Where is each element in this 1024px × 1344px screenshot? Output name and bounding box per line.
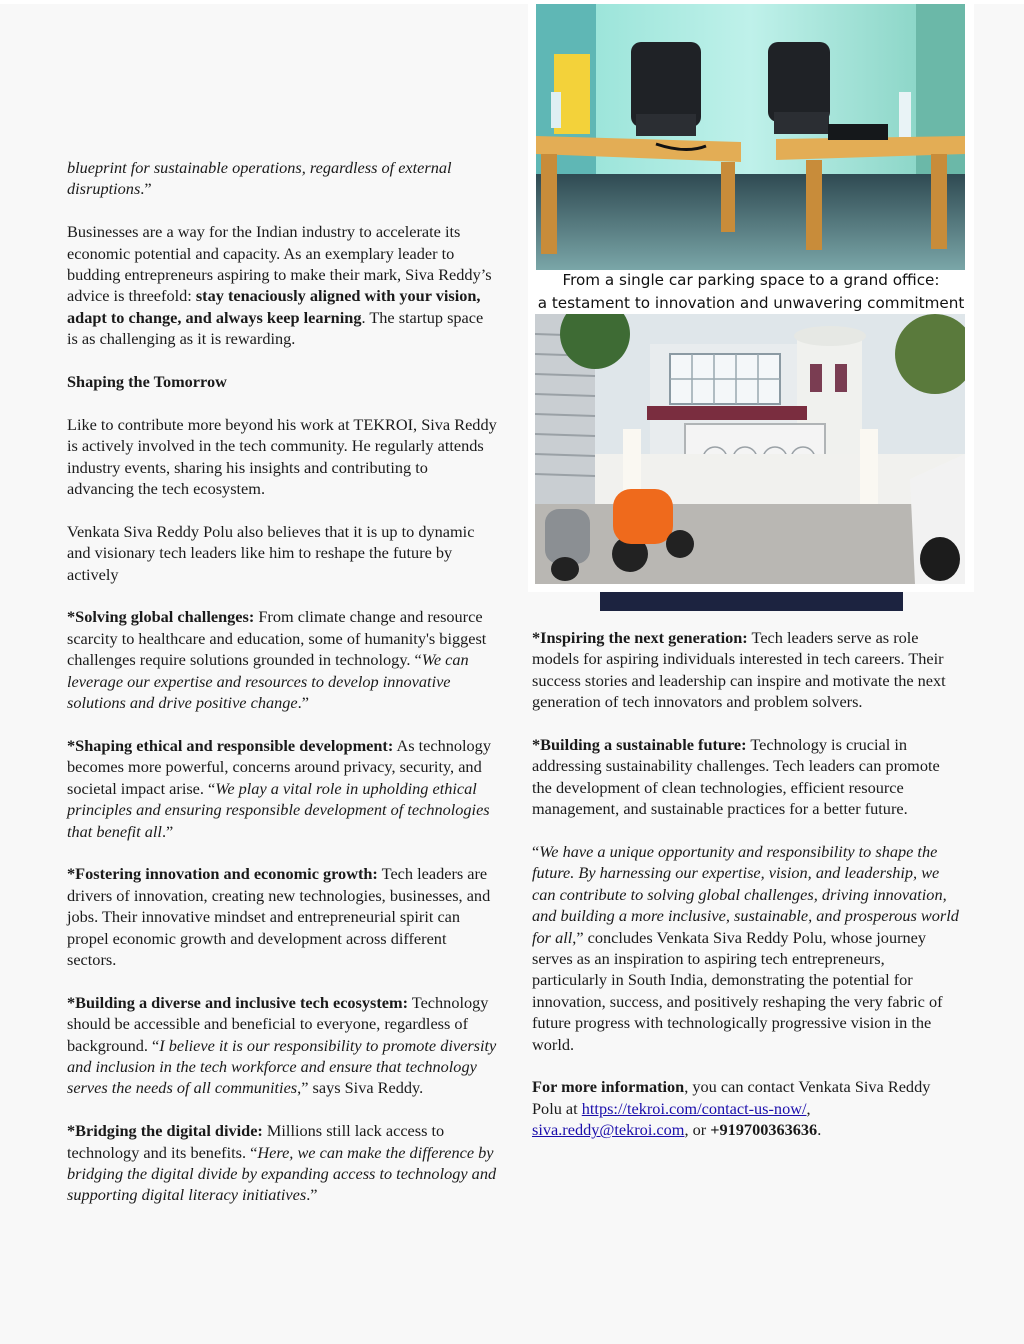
list-item-sustainable-future: *Building a sustainable future: Technology is crucial in addressing sustainability challenges. Tech leaders can promote the development of clean technologies, efficient resource management, and sustainable practices for a better future. — [532, 735, 940, 819]
building-photo — [535, 314, 965, 584]
contact-phone: +919700363636 — [710, 1120, 818, 1140]
contact-info: For more information, you can contact Venkata Siva Reddy Polu at https://tekroi.com/contact-us-now/, siva.reddy@tekroi.com, or +919700363636. — [532, 1077, 931, 1140]
closing-quote: “We have a unique opportunity and responsibility to shape the future. By harnessing our expertise, vision, and leadership, we can contribute to solving global challenges, driving innovation, and building a more inclusive, sustainable, and prosperous world for all,” concludes Venkata Siva Reddy Polu, whose journey serves as an inspiration to aspiring tech entrepreneurs, particularly in South India, demonstrating the potential for innovation, success, and positively reshaping the very fabric of future progress with technologically progressive vision in the world. — [532, 842, 959, 1054]
photo-caption — [528, 269, 974, 315]
caption-line-2: a testament to innovation and unwavering commitment — [537, 294, 965, 312]
list-item-next-generation: *Inspiring the next generation: Tech leaders serve as role models for aspiring individuals interested in tech careers. Their success stories and leadership can inspire and motivate the next generation of tech innovators and problem solvers. — [532, 628, 946, 712]
contact-url-link[interactable]: https://tekroi.com/contact-us-now/ — [581, 1098, 807, 1118]
list-item-global-challenges: *Solving global challenges: From climate change and resource scarcity to healthcare and education, some of humanity's biggest challenges require solutions grounded in technology. “We can leverage our expertise and resources to develop innovative solutions and drive positive change.” — [67, 607, 487, 713]
building-photo-illustration — [535, 314, 965, 584]
list-item-digital-divide: *Bridging the digital divide: Millions still lack access to technology and its benefits. “Here, we can make the difference by bridging the digital divide by expanding access to technology and supporting digital literacy initiatives.” — [67, 1121, 497, 1205]
decorative-bar — [600, 592, 903, 611]
paragraph-community: Like to contribute more beyond his work at TEKROI, Siva Reddy is actively involved in the tech community. He regularly attends industry events, sharing his insights and contributing to advancing the tech ecosystem. — [67, 414, 497, 499]
list-item-innovation-growth: *Fostering innovation and economic growth: Tech leaders are drivers of innovation, creating new technologies, businesses, and jobs. Their innovative mindset and entrepreneurial spirit can propel economic growth and development across different sectors. — [67, 864, 491, 969]
list-item-ethical-development: *Shaping ethical and responsible development: As technology becomes more powerful, concerns around privacy, security, and societal impact arise. “We play a vital role in upholding ethical principles and ensuring responsible development of technologies that benefit all.” — [67, 735, 491, 841]
contact-email-link[interactable]: siva.reddy@tekroi.com — [532, 1120, 685, 1140]
office-photo-illustration — [536, 4, 965, 270]
section-heading: Shaping the Tomorrow — [67, 372, 227, 392]
paragraph-reshape: Venkata Siva Reddy Polu also believes that it is up to dynamic and visionary tech leaders like him to reshape the future by actively — [67, 521, 475, 584]
paragraph-blueprint: blueprint for sustainable operations, regardless of external disruptions.” — [67, 158, 452, 199]
paragraph-businesses: Businesses are a way for the Indian industry to accelerate its economic potential and capacity. As an exemplary leader to budding entrepreneurs aspiring to make their mark, Siva Reddy’s advice is threefold: stay tenaciously aligned with your vision, adapt to change, and always keep learning. The startup space is as challenging as it is rewarding. — [67, 222, 492, 349]
right-column — [532, 627, 962, 1162]
office-photo — [536, 4, 965, 270]
left-column — [67, 157, 497, 1227]
caption-line-1: From a single car parking space to a grand office: — [562, 271, 940, 289]
list-item-inclusive-ecosystem: *Building a diverse and inclusive tech ecosystem: Technology should be accessible and beneficial to everyone, regardless of background. “I believe it is our responsibility to promote diversity and inclusion in the tech workforce and ensure that technology serves the needs of all communities,” says Siva Reddy. — [67, 992, 497, 1098]
